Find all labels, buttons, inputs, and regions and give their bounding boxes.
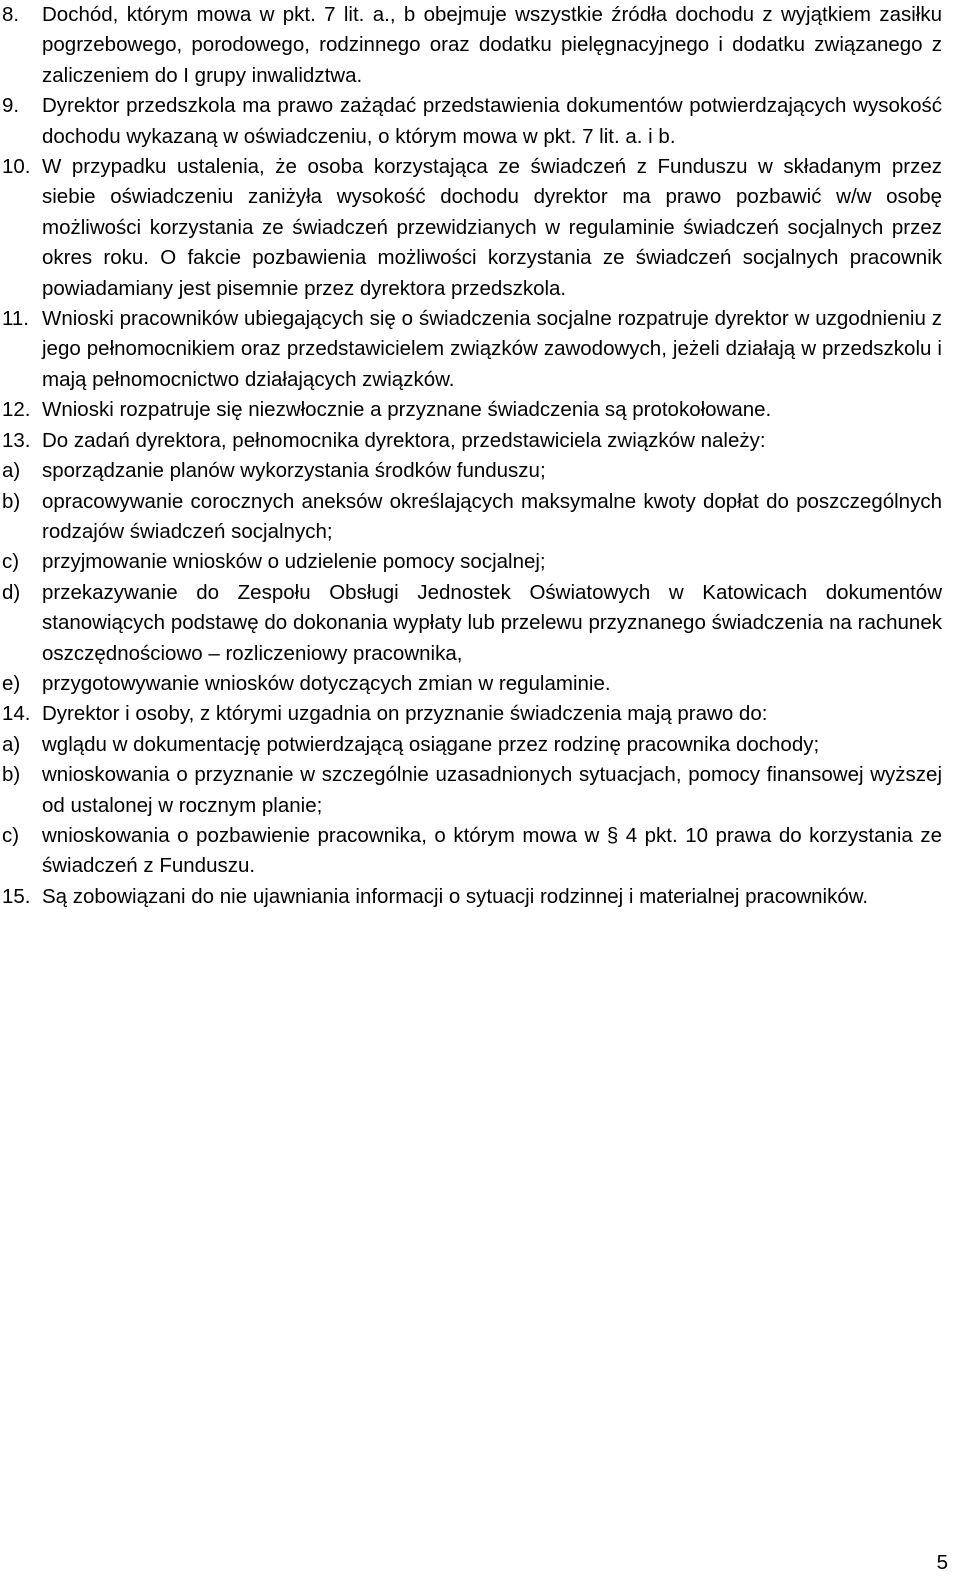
item-number: 15. — [2, 884, 31, 908]
sub-item-14b — [2, 760, 942, 821]
list-item-12 — [2, 395, 942, 425]
sub-item-text: opracowywanie corocznych aneksów określających maksymalne kwoty dopłat do poszczególnych rodzajów świadczeń socjalnych; — [42, 489, 942, 543]
item-number: 11. — [2, 307, 29, 331]
sub-item-text: przygotowywanie wniosków dotyczących zmian w regulaminie. — [42, 671, 611, 695]
sub-item-13a — [2, 456, 942, 486]
sub-item-13d — [2, 578, 942, 669]
sub-item-text: przekazywanie do Zespołu Obsługi Jednostek Oświatowych w Katowicach dokumentów stanowiących podstawę do dokonania wypłaty lub przelewu przyznanego świadczenia na rachunek oszczędnościowo – rozliczeniowy pracownika, — [42, 580, 942, 665]
list-item-8 — [2, 0, 942, 91]
list-item-15 — [2, 882, 942, 912]
item-text: Dochód, którym mowa w pkt. 7 lit. a., b obejmuje wszystkie źródła dochodu z wyjątkiem zasiłku pogrzebowego, porodowego, rodzinnego oraz dodatku pielęgnacyjnego i dodatku związanego z zaliczeniem do I grupy inwalidztwa. — [42, 3, 942, 87]
sub-item-text: przyjmowanie wniosków o udzielenie pomocy socjalnej; — [42, 550, 546, 574]
list-item-9 — [2, 91, 942, 152]
item-text: W przypadku ustalenia, że osoba korzystająca ze świadczeń z Funduszu w składanym przez siebie oświadczeniu zaniżyła wysokość dochodu dyrektor ma prawo pozbawić w/w osobę możliwości korzystania ze świadczeń przewidzianych w regulaminie świadczeń socjalnych przez okres roku. O fakcie pozbawienia możliwości korzystania ze świadczeń socjalnych pracownik powiadamiany jest pisemnie przez dyrektora przedszkola. — [42, 155, 942, 300]
item-number: 9. — [2, 94, 20, 118]
sub-item-letter: e) — [2, 671, 21, 695]
sub-item-text: wnioskowania o pozbawienie pracownika, o którym mowa w § 4 pkt. 10 prawa do korzystania ze świadczeń z Funduszu. — [42, 823, 942, 878]
list-item-10 — [2, 152, 942, 304]
item-text: Są zobowiązani do nie ujawniania informacji o sytuacji rodzinnej i materialnej pracowników. — [42, 884, 869, 908]
sub-item-text: wnioskowania o przyznanie w szczególnie uzasadnionych sytuacjach, pomocy finansowej wyższej od ustalonej w rocznym planie; — [42, 763, 942, 817]
sub-item-text: wglądu w dokumentację potwierdzającą osiągane przez rodzinę pracownika dochody; — [42, 732, 820, 756]
item-number: 10. — [2, 155, 31, 179]
item-number: 8. — [2, 3, 20, 26]
item-text: Dyrektor i osoby, z którymi uzgadnia on przyznanie świadczenia mają prawo do: — [42, 702, 768, 726]
sub-item-14c — [2, 821, 942, 882]
sub-item-letter: d) — [2, 580, 21, 604]
item-text: Wnioski rozpatruje się niezwłocznie a przyznane świadczenia są protokołowane. — [42, 398, 772, 422]
sub-item-13c — [2, 547, 942, 577]
item-text: Dyrektor przedszkola ma prawo zażądać przedstawienia dokumentów potwierdzających wysokość dochodu wykazaną w oświadczeniu, o którym mowa w pkt. 7 lit. a. i b. — [42, 94, 942, 148]
sub-item-letter: c) — [2, 550, 20, 574]
sub-item-letter: a) — [2, 459, 21, 483]
item-number: 13. — [2, 428, 31, 452]
list-item-14 — [2, 699, 942, 729]
list-item-13 — [2, 426, 942, 456]
item-text: Wnioski pracowników ubiegających się o świadczenia socjalne rozpatruje dyrektor w uzgodnieniu z jego pełnomocnikiem oraz przedstawicielem związków zawodowych, jeżeli działają w przedszkolu i mają pełnomocnictwo działających związków. — [42, 307, 942, 391]
sub-item-14a — [2, 730, 942, 760]
sub-item-text: sporządzanie planów wykorzystania środków funduszu; — [42, 459, 546, 483]
sub-item-letter: c) — [2, 823, 20, 847]
sub-item-13b — [2, 487, 942, 548]
item-number: 14. — [2, 702, 31, 726]
sub-item-letter: b) — [2, 763, 21, 787]
list-item-11 — [2, 304, 942, 395]
item-number: 12. — [2, 398, 31, 422]
page-number: 5 — [936, 1551, 948, 1574]
document-body — [2, 0, 942, 912]
sub-item-letter: a) — [2, 732, 21, 756]
sub-item-13e — [2, 669, 942, 699]
sub-item-letter: b) — [2, 489, 21, 513]
item-text: Do zadań dyrektora, pełnomocnika dyrektora, przedstawiciela związków należy: — [42, 428, 766, 452]
